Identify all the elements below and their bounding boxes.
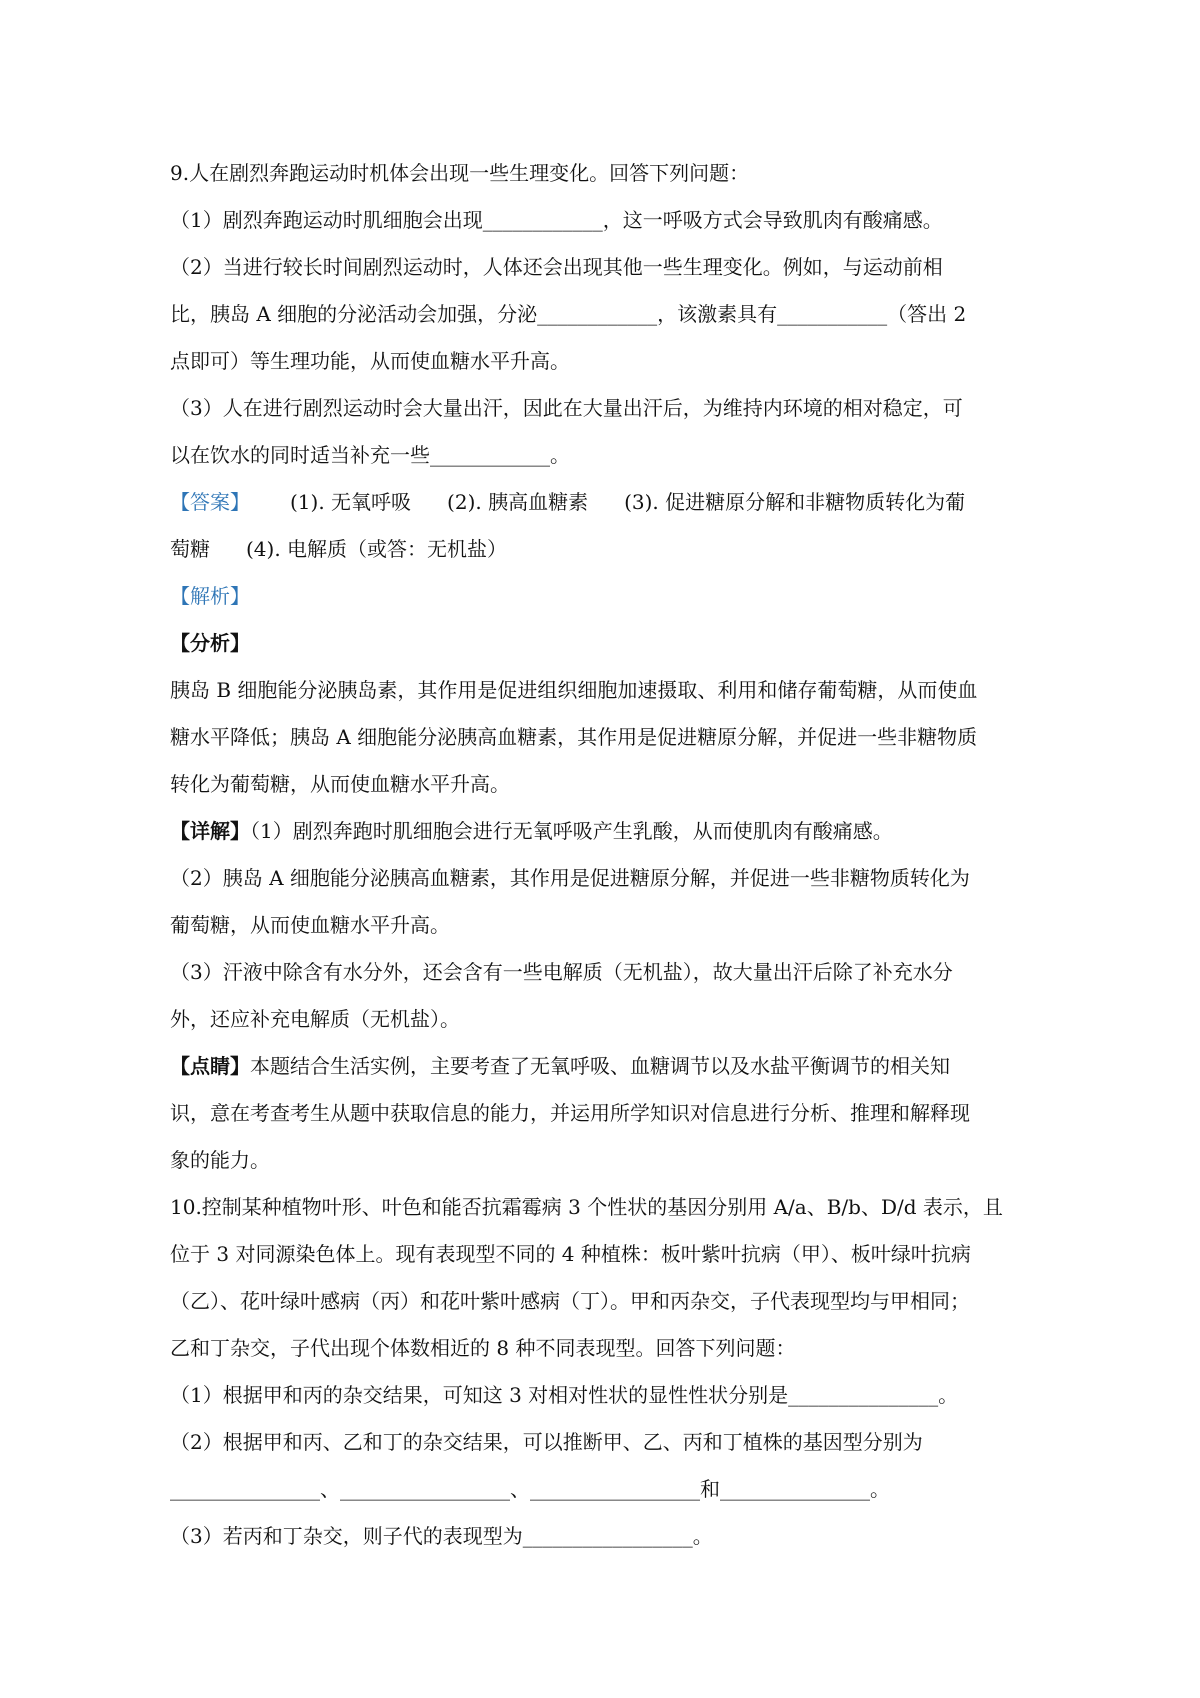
xiangjie-line-2: （2）胰岛 A 细胞能分泌胰高血糖素，其作用是促进糖原分解，并促进一些非糖物质转化为 [170, 866, 970, 890]
xiangjie-line-1 [170, 808, 1050, 855]
question-10-part-3: （3）若丙和丁杂交，则子代的表现型为_________________。 [170, 1524, 713, 1548]
dianjing-line-3: 象的能力。 [170, 1148, 270, 1172]
analysis-heading [170, 573, 1050, 620]
question-10-stem-line-1: 10.控制某种植物叶形、叶色和能否抗霜霉病 3 个性状的基因分别用 A/a、B/b、D/d 表示，且 [170, 1195, 1003, 1219]
xiangjie-line-5: 外，还应补充电解质（无机盐）。 [170, 1007, 460, 1031]
xiangjie-line-3: 葡萄糖，从而使血糖水平升高。 [170, 913, 450, 937]
question-10-stem-line-2: 位于 3 对同源染色体上。现有表现型不同的 4 种植株：板叶紫叶抗病（甲）、板叶绿叶抗病 [170, 1242, 971, 1266]
answer-line-2 [170, 526, 1050, 573]
dianjing-line-1 [170, 1043, 1050, 1090]
analysis-label: 【解析】 [170, 584, 250, 608]
fenxi-line-3: 转化为葡萄糖，从而使血糖水平升高。 [170, 772, 510, 796]
document-page [170, 150, 1050, 1560]
fenxi-line-2: 糖水平降低；胰岛 A 细胞能分泌胰高血糖素，其作用是促进糖原分解，并促进一些非糖物质 [170, 725, 978, 749]
xiangjie-line-4: （3）汗液中除含有水分外，还会含有一些电解质（无机盐），故大量出汗后除了补充水分 [170, 960, 953, 984]
question-9-part-1: （1）剧烈奔跑运动时肌细胞会出现____________，这一呼吸方式会导致肌肉有酸痛感。 [170, 208, 943, 232]
question-9-part-2-line-3: 点即可）等生理功能，从而使血糖水平升高。 [170, 349, 570, 373]
question-9-part-3-line-2: 以在饮水的同时适当补充一些____________。 [170, 443, 570, 467]
answer-label: 【答案】 [170, 490, 250, 514]
dianjing-label: 【点睛】 [170, 1054, 250, 1078]
fenxi-line-1: 胰岛 B 细胞能分泌胰岛素，其作用是促进组织细胞加速摄取、利用和储存葡萄糖，从而使血 [170, 678, 978, 702]
question-9-part-3-line-1: （3）人在进行剧烈运动时会大量出汗，因此在大量出汗后，为维持内环境的相对稳定，可 [170, 396, 963, 420]
question-9-stem: 9.人在剧烈奔跑运动时机体会出现一些生理变化。回答下列问题： [170, 161, 750, 185]
answer-4: (4). 电解质（或答：无机盐） [246, 537, 508, 561]
answer-1: (1). 无氧呼吸 [290, 490, 412, 514]
answer-2: (2). 胰高血糖素 [447, 490, 589, 514]
question-9-part-2-line-2: 比，胰岛 A 细胞的分泌活动会加强，分泌____________，该激素具有___________（答出 2 [170, 302, 967, 326]
question-10-stem-line-3: （乙）、花叶绿叶感病（丙）和花叶紫叶感病（丁）。甲和丙杂交，子代表现型均与甲相同； [170, 1289, 970, 1313]
question-10-part-1: （1）根据甲和丙的杂交结果，可知这 3 对相对性状的显性性状分别是_______________。 [170, 1383, 959, 1407]
dianjing-line-2: 识，意在考查考生从题中获取信息的能力，并运用所学知识对信息进行分析、推理和解释现 [170, 1101, 970, 1125]
xiangjie-label: 【详解】 [170, 819, 250, 843]
answer-3: (3). 促进糖原分解和非糖物质转化为葡 [624, 490, 966, 514]
dianjing-text-1: 本题结合生活实例，主要考查了无氧呼吸、血糖调节以及水盐平衡调节的相关知 [250, 1054, 950, 1078]
question-9-part-2-line-1: （2）当进行较长时间剧烈运动时，人体还会出现其他一些生理变化。例如，与运动前相 [170, 255, 943, 279]
question-10-part-2-line-1: （2）根据甲和丙、乙和丁的杂交结果，可以推断甲、乙、丙和丁植株的基因型分别为 [170, 1430, 923, 1454]
question-10-stem-line-4: 乙和丁杂交，子代出现个体数相近的 8 种不同表现型。回答下列问题： [170, 1336, 796, 1360]
answer-3-continued: 萄糖 [170, 537, 210, 561]
answer-line [170, 479, 1050, 526]
fenxi-heading: 【分析】 [170, 631, 250, 655]
question-10-part-2-line-2: _______________、_________________、_________________和_______________。 [170, 1477, 890, 1501]
xiangjie-text-1: （1）剧烈奔跑时肌细胞会进行无氧呼吸产生乳酸，从而使肌肉有酸痛感。 [250, 819, 893, 843]
